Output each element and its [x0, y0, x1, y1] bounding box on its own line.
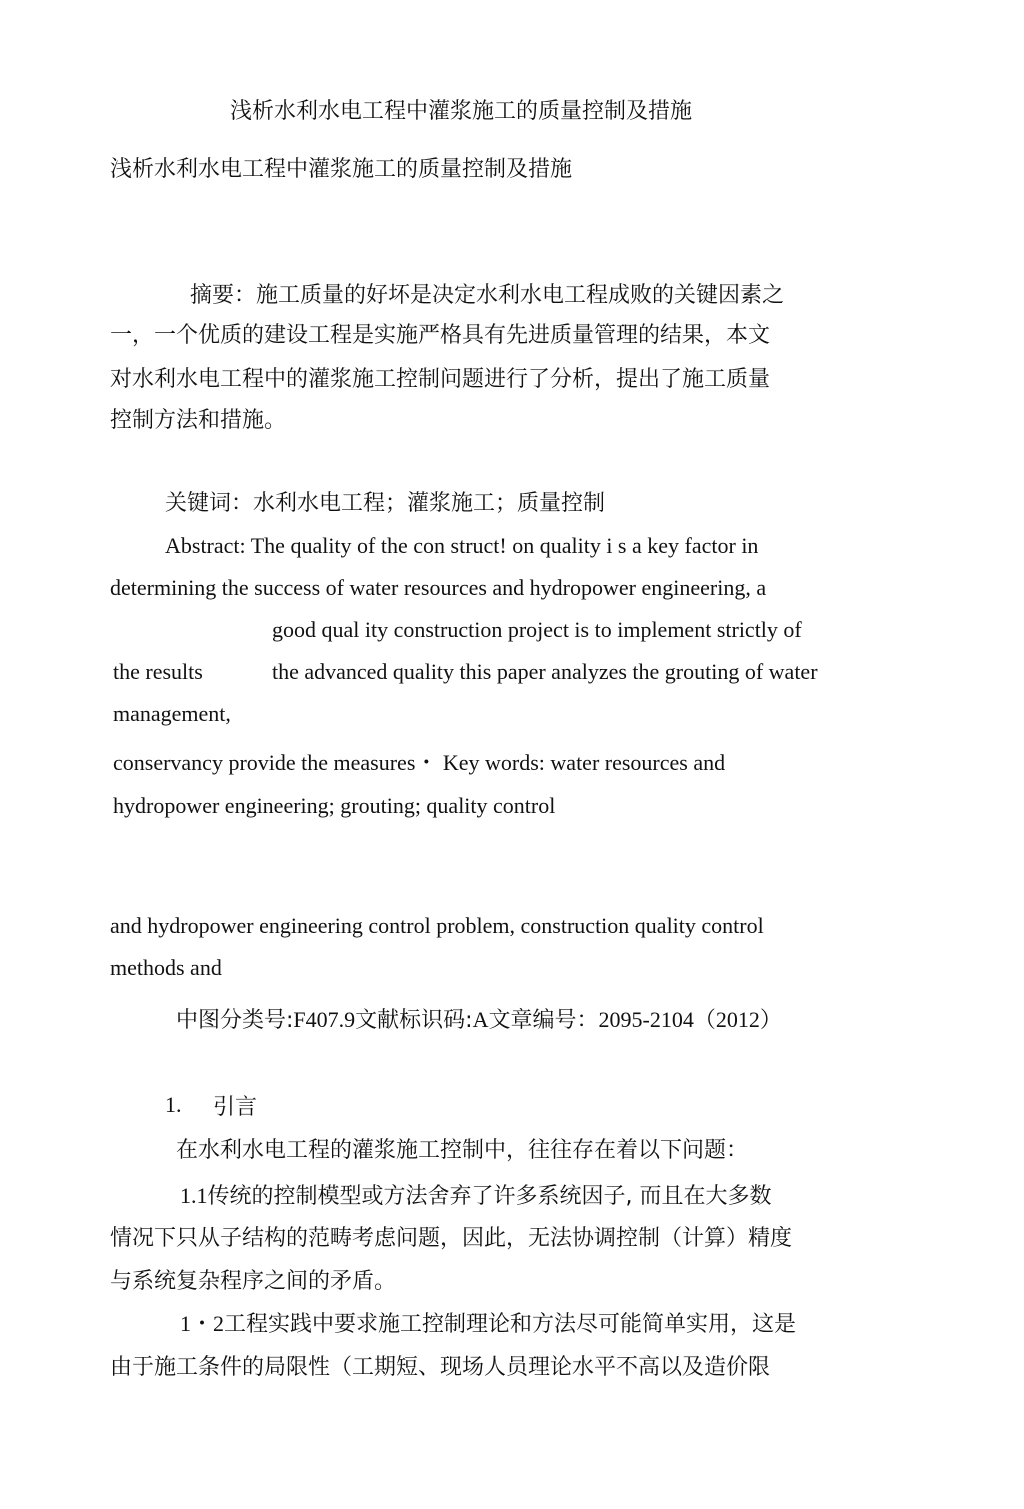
abstract-en-line-8: and hydropower engineering control problem, construction quality control [110, 913, 764, 938]
abstract-en-line-4b: the advanced quality this paper analyzes the grouting of water [272, 659, 818, 684]
paragraph-1-2-text: 工程实践中要求施工控制理论和方法尽可能简单实用，这是 [224, 1312, 797, 1337]
clc-value: F407.9 [293, 1007, 356, 1032]
abstract-en-line-7: hydropower engineering; grouting; quality control [113, 793, 556, 818]
paragraph-1-2-line-2: 由于施工条件的局限性（工期短、现场人员理论水平不高以及造价限 [110, 1355, 771, 1380]
abstract-en-line-4a: the results [113, 659, 203, 684]
abstract-en-line-6: conservancy provide the measures・ Key words: water resources and [113, 750, 726, 775]
doc-code-label: 文献标识码: [355, 1008, 473, 1033]
abstract-en-line-2: determining the success of water resources and hydropower engineering, a [110, 575, 767, 600]
section-1-intro: 在水利水电工程的灌浆施工控制中，往往存在着以下问题： [176, 1138, 749, 1163]
paragraph-1-1-line-2: 情况下只从子结构的范畴考虑问题，因此，无法协调控制（计算）精度 [110, 1226, 793, 1251]
paragraph-1-1-number: 1.1 [180, 1183, 208, 1208]
abstract-en-line-9: methods and [110, 955, 222, 980]
abstract-cn-line-3: 对水利水电工程中的灌浆施工控制问题进行了分析，提出了施工质量 [110, 367, 771, 392]
abstract-cn-line-4: 控制方法和措施。 [110, 408, 287, 433]
clc-label: 中图分类号: [176, 1008, 294, 1033]
paragraph-1-1-line-1 [180, 1179, 772, 1210]
document-subtitle: 浅析水利水电工程中灌浆施工的质量控制及措施 [110, 157, 573, 182]
abstract-en-line-5: management, [113, 701, 231, 726]
section-1-number: 1. [165, 1092, 182, 1117]
section-1-heading: 引言 [213, 1095, 258, 1120]
abstract-cn-line-1: 摘要：施工质量的好坏是决定水利水电工程成败的关键因素之 [190, 283, 785, 308]
doc-code-value: A [472, 1007, 489, 1032]
paragraph-1-2-number: 1・2 [180, 1311, 225, 1336]
abstract-cn-line-2: 一，一个优质的建设工程是实施严格具有先进质量管理的结果，本文 [110, 323, 771, 348]
paragraph-1-1-text: 传统的控制模型或方法舍弃了许多系统因子, 而且在大多数 [207, 1184, 772, 1209]
document-title: 浅析水利水电工程中灌浆施工的质量控制及措施 [230, 99, 693, 124]
paragraph-1-1-line-3: 与系统复杂程序之间的矛盾。 [110, 1269, 397, 1294]
article-number-value: 2095-2104（2012） [598, 1007, 782, 1032]
abstract-en-line-3: good qual ity construction project is to implement strictly of [272, 617, 802, 642]
abstract-en-line-1: Abstract: The quality of the con struct! on quality i s a key factor in [165, 533, 759, 558]
paragraph-1-2-line-1 [180, 1307, 796, 1338]
classification-line [176, 1003, 782, 1034]
article-number-label: 文章编号： [488, 1008, 599, 1033]
keywords-cn: 关键词：水利水电工程；灌浆施工；质量控制 [165, 491, 606, 516]
